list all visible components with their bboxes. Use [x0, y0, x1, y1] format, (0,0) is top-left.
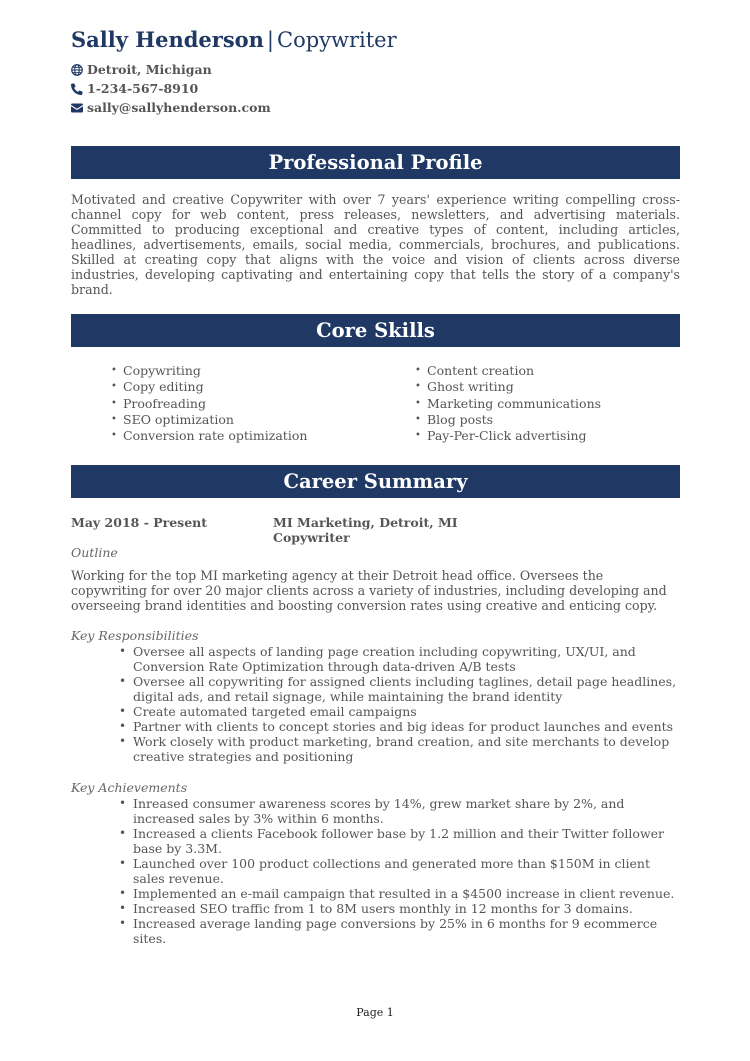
contact-phone	[71, 81, 198, 96]
section-heading-profile: Professional Profile	[71, 146, 680, 179]
skill-item: • Blog posts	[415, 412, 601, 428]
responsibilities-list	[118, 644, 681, 764]
achievement-item: • Inreased consumer awareness scores by 14%, grew market share by 2%, and increased sales by 3% within 6 months.	[118, 796, 681, 826]
responsibility-item: • Oversee all aspects of landing page creation including copywriting, UX/UI, and Conversion Rate Optimization through data-driven A/B tests	[118, 644, 681, 674]
envelope-icon	[71, 102, 83, 114]
outline-label: Outline	[71, 545, 118, 560]
candidate-title: Copywriter	[277, 28, 397, 52]
skill-item: • Proofreading	[111, 396, 307, 412]
outline-paragraph: Working for the top MI marketing agency at their Detroit head office. Oversees the copywriting for over 20 major clients across a variety of industries, including developing and overseeing brand identities and boosting conversion rates using creative and enticing copy.	[71, 568, 667, 613]
achievement-item: • Increased average landing page conversions by 25% in 6 months for 9 ecommerce sites.	[118, 916, 681, 946]
skill-item: • Copy editing	[111, 379, 307, 395]
skills-list-left	[111, 363, 307, 444]
achievement-item: • Increased SEO traffic from 1 to 8M users monthly in 12 months for 3 domains.	[118, 901, 681, 916]
phone-icon	[71, 83, 83, 95]
profile-paragraph: Motivated and creative Copywriter with over 7 years' experience writing compelling cross-channel copy for web content, press releases, newsletters, and advertising materials. Committed to producing exceptional and creative types of content, including articles, headlines, advertisements, emails, social media, commercials, brochures, and publications. Skilled at creating copy that aligns with the voice and vision of clients across diverse industries, developing captivating and entertaining copy that tells the story of a company's brand.	[71, 192, 680, 297]
globe-icon	[71, 64, 83, 76]
skill-item: • SEO optimization	[111, 412, 307, 428]
responsibility-item: • Oversee all copywriting for assigned clients including taglines, detail page headlines, digital ads, and retail signage, while maintaining the brand identity	[118, 674, 681, 704]
job-role: Copywriter	[273, 530, 350, 545]
name-separator: |	[266, 28, 274, 52]
resume-header	[71, 27, 397, 52]
contact-location	[71, 62, 212, 77]
section-heading-skills: Core Skills	[71, 314, 680, 347]
responsibility-item: • Create automated targeted email campaigns	[118, 704, 681, 719]
job-company: MI Marketing, Detroit, MI	[273, 515, 458, 530]
phone-text: 1-234-567-8910	[87, 81, 199, 96]
job-date: May 2018 - Present	[71, 515, 208, 530]
responsibilities-label: Key Responsibilities	[71, 628, 199, 643]
page-number: Page 1	[356, 1006, 394, 1019]
contact-email	[71, 100, 271, 115]
skill-item: • Marketing communications	[415, 396, 601, 412]
section-heading-career: Career Summary	[71, 465, 680, 498]
candidate-name: Sally Henderson	[71, 27, 264, 52]
email-text[interactable]: sally@sallyhenderson.com	[87, 100, 271, 115]
achievements-label: Key Achievements	[71, 780, 188, 795]
skill-item: • Ghost writing	[415, 379, 601, 395]
skill-item: • Conversion rate optimization	[111, 428, 307, 444]
skill-item: • Content creation	[415, 363, 601, 379]
achievement-item: • Launched over 100 product collections and generated more than $150M in client sales revenue.	[118, 856, 681, 886]
achievement-item: • Implemented an e-mail campaign that resulted in a $4500 increase in client revenue.	[118, 886, 681, 901]
skill-item: • Copywriting	[111, 363, 307, 379]
achievements-list	[118, 796, 681, 946]
skill-item: • Pay-Per-Click advertising	[415, 428, 601, 444]
skills-list-right	[415, 363, 601, 444]
achievement-item: • Increased a clients Facebook follower base by 1.2 million and their Twitter follower base by 3.3M.	[118, 826, 681, 856]
responsibility-item: • Partner with clients to concept stories and big ideas for product launches and events	[118, 719, 681, 734]
responsibility-item: • Work closely with product marketing, brand creation, and site merchants to develop creative strategies and positioning	[118, 734, 681, 764]
location-text: Detroit, Michigan	[87, 62, 212, 77]
